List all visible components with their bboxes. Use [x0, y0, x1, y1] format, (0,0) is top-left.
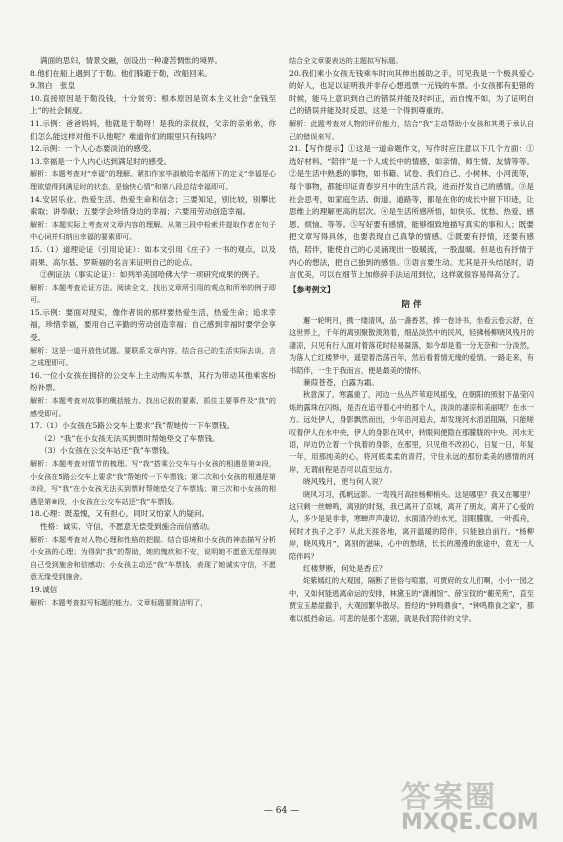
left-column-paragraph: 解析：本题考查对情节的梳理。写“我”搭乘公交车与小女孩的相遇是第②段，小女孩在5路公交车上要求“我”帮她传一下车票钱；第二次和小女孩的相遇是第⑦段，写“我”在小女孩无法买到票时帮她垫交了车票钱；第三次和小女孩的相遇是第⑧段，小女孩在公交车站还“我”车票钱。	[30, 459, 276, 506]
right-column-paragraph: 解析：此题考查对人物的评价能力，结合“我”主动帮助小女孩和其勇于承认自己的错误来写。	[289, 118, 534, 141]
page-number: — 64 —	[263, 806, 300, 816]
right-column-paragraph: 晓风习习，孤帆远影。一弯残月高挂杨柳梢头。这是哪里？我又在哪里？这只剩一丝蝉鸣，离别的时刻，我已离开了京城，离开了朋友，离开了心爱的人，多少是是非非，寒蝉声声凄切，水面清冷的水光，泪眼朦胧，一叶孤舟，何时才执子之手？从此天涯各地，离开温暖的陪伴，只能独自前行。“杨柳岸，晓风残月”，离别的滋味，心中的愁绪，长长的漫漫的旅途中，竟无一人陪伴吗？	[289, 489, 534, 561]
left-column-paragraph: 解析：本题考查对人物心理和性格的把握。结合语境和小女孩的神态描写分析小女孩的心理；为得到“我”的帮助，她的愧疚和不安，说明她不愿意无偿得到自己受到施舍和信感动；小女孩主动还“我”车票钱，表现了她诚实守信，不愿意无缘受到施舍。	[30, 534, 276, 582]
left-column-paragraph: （2）“我”在小女孩无法买到票时帮她垫交了车票钱。	[40, 433, 220, 443]
left-column-paragraph: 解析：本题实际上考查对文章内容的理解。从第三段中检索并提取作者在句子中心词并归纳出幸福的要素即可。	[30, 219, 276, 242]
watermark-logo	[401, 772, 551, 834]
left-column-paragraph: 11.示例：爸爸妈妈，他就是于勒呀！是我的亲叔叔，父亲的亲弟弟，你们怎么能这样对他不认他呢？难道你们的眼里只有钱吗？	[30, 118, 276, 141]
left-column-paragraph: 解析：本题考查论证方法。阅读全文，找出文章所引用的观点和所举的例子即可。	[30, 282, 276, 305]
left-column-paragraph: 14.安居乐业、热爱生活、热爱生命和信念；三要知足，别比较，别攀比索取；讲奉献；五要学会珍惜身边的幸福；六要用劳动创造幸福。	[30, 194, 276, 217]
left-column-paragraph: 19.诚信	[30, 584, 58, 594]
right-column-paragraph: 结合全文章要表达的主题拟写标题。	[289, 56, 403, 65]
right-column	[289, 55, 534, 625]
watermark-text: 答案圈	[401, 780, 497, 815]
left-column-paragraph: 10.直接原因是于勒没钱，十分贫穷；根本原因是资本主义社会“金钱至上”的社会制度。	[30, 93, 276, 116]
left-column-paragraph: 15.示例：要面对现实，像作者说的那样要热爱生活，热爱生命；追求幸福，珍惜幸福，要用自己辛勤的劳动创造幸福；自己感到幸福时要学会享受。	[30, 307, 276, 343]
left-column-paragraph: （3）小女孩在公交车站还“我”车票钱。	[40, 446, 175, 456]
right-column-paragraph: 邂一轮明月，携一缕清风，品一盏香茗，捧一卷诗书，坐看云卷云舒，在这世界上，千年的离别聚散羡煞着，细品淡然中的民风，轻拂杨柳晓风残月的凄凉，只见有行人面对着落花时轻易凝落，如今却是着一分无奈和一分淡然，为落人亡红楼梦中，遥望着浩荡百年，然后看着情无缘的爱情。一路走来，有书陪伴，一生于我而言，便是最美的情怀。	[289, 315, 534, 375]
watermark-url: MXQE.COM	[401, 810, 539, 835]
right-column-paragraph: 21.【写作提示】①这是一道命题作文，写作时应注意以下几个方面：①选好材料。“陪伴”是一个人成长中的情感，如亲情、师生情、友情等等。②是生活中熟悉的事物，如书籍、试卷、我们自己、小树林、小河流等，每个事物，都能印证青春岁月中的生活片段，进而抒发自己的感情。③是社会思考，如家庭生活、街道、道路等，都是在你的成长中留下印迹，让思维上的理解更高的层次。④是生活所感所悟，如快乐、忧愁、热爱、感恩、烦恼、等等。⑤写好要有感情，能够细致地描写真实的事和人；既要把文章写得具体，也要表现自己真挚的情感。②既要有抒情，还要有感悟，陪伴，能使自己的心灵涌现出一股暖流，一股温暖。但是也有抒情于内心的想法，把自己独到的感悟。③语言要生动。尤其是开头结尾时，语言优美，可以在细节上加修辞手法运用到位，这样就很容易得高分了。	[289, 144, 534, 280]
left-column-paragraph: 解析：本题考查拟写标题的能力。文章标题要简洁明了，	[30, 597, 208, 607]
left-column-paragraph: 解析：本题考查对“幸福”的理解。紧扣作家毕淑敏给幸福所下的定义“幸福是心理欲望得到满足时的状态，是愉快心情”和第八段总结幸福即可。	[30, 169, 276, 191]
right-column-paragraph: 【参考例文】	[289, 284, 335, 294]
right-column-paragraph: 姹紫嫣红的大观园，隔断了世俗与喧嚣，可贾府的女儿们啊，小小一园之中，又如何能逃离命运的安排，林黛玉的“潇湘馆”、薛宝钗的“蘅芜苑”，直至贾宝玉悬崖撒手，大观园繁华散尽。曾经的“钟鸣鼎食”，“钟鸣鼎食之家”，都难以抵挡命运。可悲的是那个悲剧，就是我们陪伴的文学。	[289, 576, 534, 623]
left-column-paragraph: 17.（1）小女孩在5路公交车上要求“我”帮她传一下车票钱。	[30, 421, 235, 431]
left-column-paragraph: 解析：本题考查对故事的概括能力。找出记叙的要素，抓住主要事件及“我”的感受即可。	[30, 396, 276, 418]
right-column-paragraph: 蒹葭苍苍，白露为霜。	[303, 377, 379, 387]
left-column-paragraph: 12.示例：一个人心态要淡泊的感受。	[30, 144, 156, 154]
right-column-paragraph: 晓风残月，更与何人说？	[303, 477, 387, 487]
left-column-paragraph: 解析：这是一道开放性试题。要联系文章内容，结合自己的生活实际去谈，言之成理即可。	[30, 345, 276, 368]
right-column-paragraph: 秋意深了，寒露重了，河边一丛丛芦苇迎风摇曳，在朝阳的照射下晶莹闪烁的露珠在闪烁，是否在追寻着心中的那个人，淡淡的凄凉和美丽呢？在水一方。远处伊人，身影飘然而出，少年沿河追去，却发现河水滔滔阻隔，只能嗟叹着伊人在水中央，伊人的身影在风中，转眼间便隐在那朦胧的中央。河水无语，岸边仍立着一个执着的身影，在那里，只见他不改初心，日复一日，年复一年，用那纯美的心，将河底柔柔的青荇，守住永远的那份柔美的感情的河岸，无谓前程是否可以直至远方。	[289, 390, 534, 474]
left-column-paragraph: 16.一位小女孩在拥挤的公交车上主动购买车票，其行为带动其他乘客纷纷补票。	[30, 370, 276, 393]
left-column-paragraph: 8.他们在船上遇到了于勒。他们躲避于勒，改船回来。	[30, 68, 212, 78]
left-column	[30, 55, 276, 609]
left-column-paragraph: 性格：诚实、守信，不愿意无偿受到施合而信感动。	[40, 521, 215, 531]
left-column-paragraph: 13.幸福是一个人内心达到满足时的感受。	[30, 156, 172, 166]
left-column-paragraph: 15.（1）道理论证（引用论证）：如本文引用《庄子》一书的观点，以及雨果、高尔基、罗斯福的名言来证明自己的论点。	[30, 244, 276, 267]
left-column-paragraph: ②例证法（事实论证）：如列举美国哈佛大学一项研究成果的例子。	[40, 270, 265, 280]
right-column-paragraph: 陪 伴	[401, 300, 422, 311]
right-column-paragraph: 红楼梦断，何处是香丘？	[303, 564, 387, 573]
left-column-paragraph: 9.煞白 张皇	[30, 81, 76, 91]
right-column-paragraph: 20.我们乘小女孩无钱乘车时向其伸出援助之手，可见我是一个极具爱心的好人，也足以证明我并非存心想逃票一元钱的车票。小女孩都有犯错的时候，能马上意识到自己的错误并能及时纠正，而自愧不如，为了证明自己的错误并能及时反思，这是一个得到尊重的。	[289, 68, 534, 116]
left-column-paragraph: 18.心理：既羞愧，又有担心，同时又怕家人的疑问。	[30, 509, 210, 519]
left-column-paragraph: 满面的思妇，情景交融，创设出一种凄苦惆怅的境界。	[40, 56, 223, 65]
